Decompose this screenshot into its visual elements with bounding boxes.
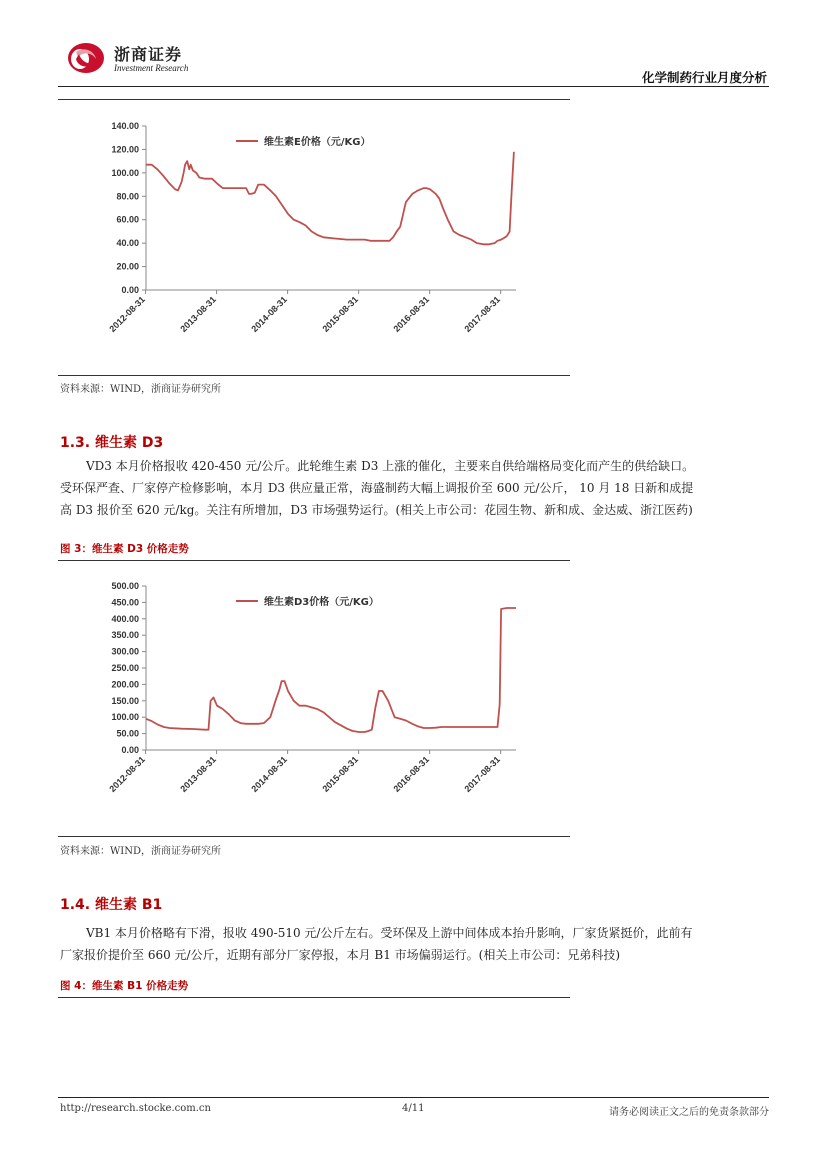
- figure-caption: 图 4：维生素 B1 价格走势: [60, 980, 189, 992]
- y-tick-label: 80.00: [116, 191, 139, 202]
- series-line: [146, 608, 516, 732]
- x-tick-label: 2014-08-31: [249, 294, 290, 334]
- section-paragraph: [60, 922, 772, 966]
- y-tick-label: 20.00: [116, 261, 139, 272]
- y-tick-label: 200.00: [111, 679, 139, 690]
- series-line: [146, 152, 514, 245]
- legend-label: 维生素E价格（元/KG）: [264, 137, 371, 148]
- x-tick-label: 2017-08-31: [462, 754, 503, 794]
- figure-source: 资料来源：WIND，浙商证券研究所: [60, 846, 221, 857]
- figure-top-rule: [58, 997, 570, 998]
- section-paragraph: [60, 455, 772, 521]
- y-tick-label: 250.00: [111, 663, 139, 673]
- footer-url[interactable]: http://research.stocke.com.cn: [60, 1103, 211, 1114]
- figure-top-rule: [58, 560, 570, 561]
- brand-logo: [66, 39, 106, 75]
- vitamin-d3-price-chart: [58, 562, 570, 834]
- brand-name: 浙商证券: [114, 45, 183, 64]
- x-tick-label: 2016-08-31: [391, 754, 432, 794]
- section-number: 1.4.: [60, 897, 91, 913]
- y-tick-label: 500.00: [111, 581, 139, 591]
- x-tick-label: 2016-08-31: [391, 294, 432, 334]
- x-tick-label: 2015-08-31: [320, 754, 361, 794]
- section-heading-1-3: [60, 432, 163, 452]
- x-tick-label: 2014-08-31: [249, 754, 290, 794]
- figure-bottom-rule: [58, 375, 570, 376]
- x-tick-label: 2012-08-31: [107, 294, 147, 334]
- figure-caption: 图 3：维生素 D3 价格走势: [60, 543, 189, 555]
- page-number: 4/11: [402, 1103, 425, 1114]
- y-tick-label: 300.00: [111, 646, 139, 657]
- figure-top-rule: [58, 99, 570, 100]
- footer-rule: [58, 1097, 769, 1098]
- figure-bottom-rule: [58, 836, 570, 837]
- vitamin-e-price-chart: [58, 102, 570, 372]
- section-heading-1-4: [60, 894, 162, 914]
- y-tick-label: 100.00: [111, 712, 139, 723]
- y-tick-label: 40.00: [116, 238, 139, 249]
- y-tick-label: 50.00: [116, 728, 139, 739]
- header-rule: [58, 86, 769, 87]
- y-tick-label: 0.00: [121, 745, 139, 755]
- y-tick-label: 450.00: [111, 597, 139, 608]
- y-tick-label: 0.00: [121, 285, 139, 295]
- y-tick-label: 150.00: [111, 695, 139, 706]
- paragraph-line: 高 D3 报价至 620 元/kg。关注有所增加，D3 市场强势运行。(相关上市公司：花园生物、新和成、金达威、浙江医药): [60, 503, 693, 517]
- section-number: 1.3.: [60, 435, 91, 451]
- section-title: 维生素 B1: [95, 897, 163, 913]
- paragraph-line: VB1 本月价格略有下滑，报收 490-510 元/公斤左右。受环保及上游中间体成本抬升影响，厂家货紧挺价，此前有: [86, 926, 693, 940]
- y-tick-label: 400.00: [111, 613, 139, 624]
- x-tick-label: 2012-08-31: [107, 754, 147, 794]
- y-tick-label: 120.00: [111, 144, 139, 155]
- paragraph-line: 受环保严查、厂家停产检修影响，本月 D3 供应量正常，海盛制药大幅上调报价至 600 元/公斤， 10 月 18 日新和成提: [60, 481, 694, 495]
- figure-source: 资料来源：WIND，浙商证券研究所: [60, 384, 221, 395]
- paragraph-line: 厂家报价提价至 660 元/公斤，近期有部分厂家停报，本月 B1 市场偏弱运行。(相关上市公司：兄弟科技): [60, 948, 621, 962]
- x-tick-label: 2013-08-31: [178, 754, 219, 794]
- paragraph-line: VD3 本月价格报收 420-450 元/公斤。此轮维生素 D3 上涨的催化，主要来自供给端格局变化而产生的供给缺口。: [86, 459, 695, 473]
- x-tick-label: 2017-08-31: [462, 294, 503, 334]
- x-tick-label: 2015-08-31: [320, 294, 361, 334]
- y-tick-label: 140.00: [111, 121, 139, 131]
- y-tick-label: 350.00: [111, 630, 139, 641]
- section-title: 维生素 D3: [95, 435, 164, 451]
- report-title: 化学制药行业月度分析: [641, 70, 767, 85]
- y-tick-label: 60.00: [116, 214, 139, 225]
- footer-disclaimer: 请务必阅读正文之后的免责条款部分: [609, 1107, 769, 1118]
- brand-tagline: Investment Research: [114, 63, 189, 73]
- x-tick-label: 2013-08-31: [178, 294, 219, 334]
- y-tick-label: 100.00: [111, 167, 139, 178]
- legend-label: 维生素D3价格（元/KG）: [264, 597, 379, 608]
